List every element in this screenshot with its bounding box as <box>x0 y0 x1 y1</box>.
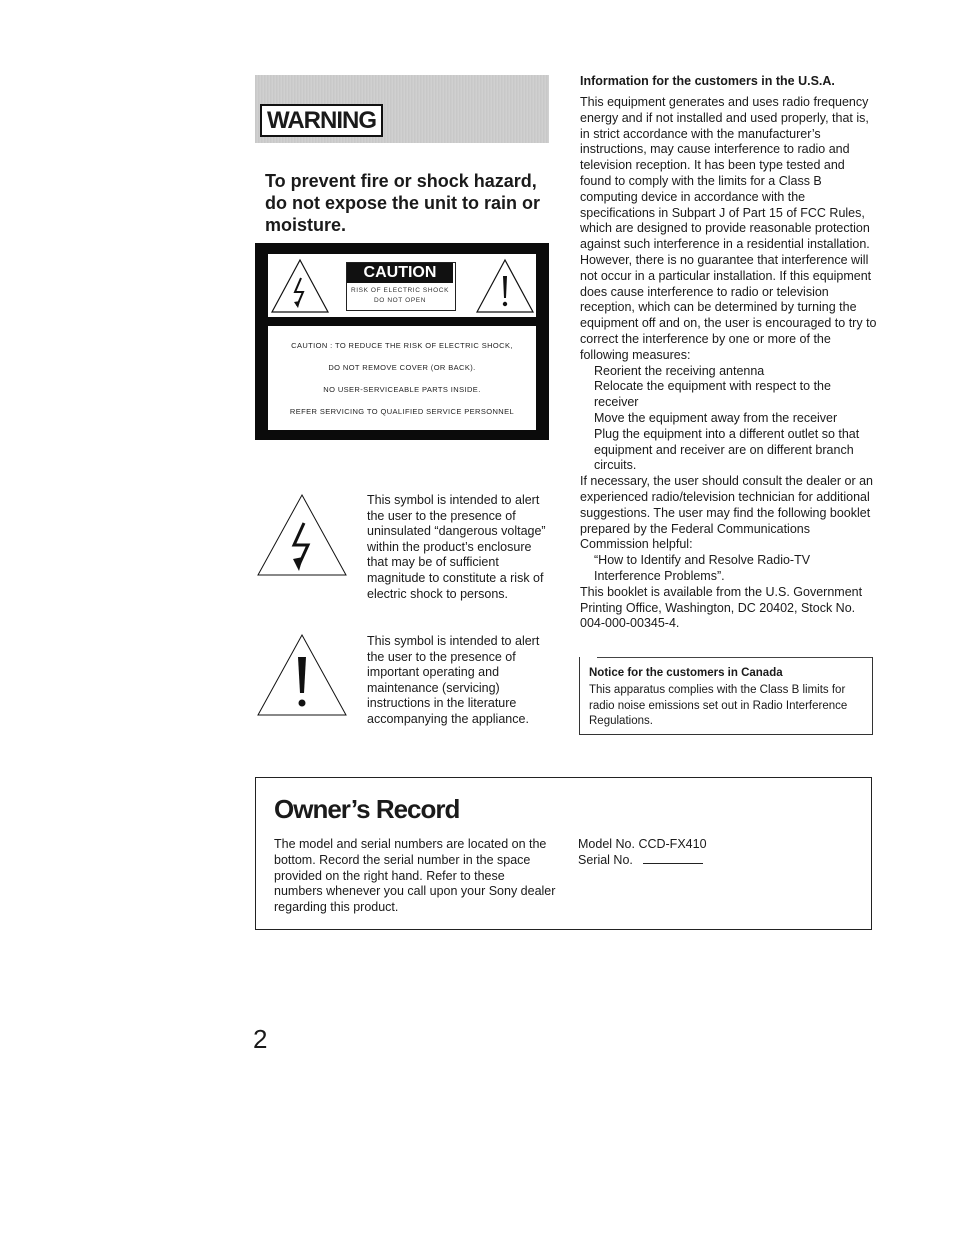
caution-subtext-do-not-open: DO NOT OPEN <box>374 297 426 304</box>
warning-heading: To prevent fire or shock hazard, do not expose the unit to rain or moisture. <box>265 171 541 235</box>
canada-notice-title: Notice for the customers in Canada <box>589 667 783 679</box>
exclamation-warning-icon <box>475 258 535 314</box>
page-number: 2 <box>253 1024 268 1054</box>
caution-subtext-risk: RISK OF ELECTRIC SHOCK <box>350 287 450 294</box>
canada-notice-body: This apparatus complies with the Class B limits for radio noise emissions set out in Radio Interference Regulations. <box>589 684 848 727</box>
caution-title: CAUTION <box>347 263 453 283</box>
usa-measure-4: Plug the equipment into a different outlet so that equipment and receiver are on different branch circuits. <box>594 426 860 473</box>
usa-measure-1: Reorient the receiving antenna <box>594 363 765 378</box>
canada-notice-divider <box>597 657 872 658</box>
lightning-symbol-description: This symbol is intended to alert the user to the presence of uninsulated “dangerous voltage” within the product’s enclosure that may be of sufficient magnitude to constitute a risk of electric shock to persons. <box>367 493 546 601</box>
owners-record-title: Owner’s Record <box>274 794 460 824</box>
usa-info-title: Information for the customers in the U.S.A. <box>580 74 835 88</box>
usa-measure-2: Relocate the equipment with respect to the receiver <box>594 379 831 410</box>
usa-paragraph-3: This booklet is available from the U.S. Government Printing Office, Washington, DC 20402, Stock No. 004-000-00345-4. <box>580 584 863 631</box>
exclamation-symbol-icon <box>256 633 348 717</box>
usa-paragraph-2: If necessary, the user should consult the dealer or an experienced radio/television technician for additional suggestions. The user may find the following booklet prepared by the Federal Communications Commission helpful: <box>580 474 873 552</box>
exclamation-symbol-description: This symbol is intended to alert the user to the presence of important operating and maintenance (servicing) instructions in the literature accompanying the appliance. <box>367 634 540 726</box>
caution-line-1: CAUTION : TO REDUCE THE RISK OF ELECTRIC SHOCK, <box>291 341 513 350</box>
owners-record-body: The model and serial numbers are located on the bottom. Record the serial number in the space provided on the right hand. Refer to these numbers whenever you call upon your Sony dealer regarding this product. <box>274 837 556 915</box>
serial-number-label: Serial No. <box>578 853 633 867</box>
usa-booklet-title: “How to Identify and Resolve Radio-TV Interference Problems”. <box>594 553 811 583</box>
usa-info-body <box>580 95 878 632</box>
serial-number-blank[interactable] <box>643 863 703 864</box>
caution-line-4: REFER SERVICING TO QUALIFIED SERVICE PERSONNEL <box>289 407 515 416</box>
lightning-warning-icon <box>270 258 330 314</box>
usa-paragraph-1: This equipment generates and uses radio frequency energy and if not installed and used properly, that is, in strict accordance with the manufacturer’s instructions, may cause interference to radio and television reception. It has been type tested and found to comply with the limits for a Class B computing device in accordance with the specifications in Subpart J of Part 15 of FCC Rules, which are designed to provide reasonable protection against such interference in a residential installation. However, there is no guarantee that interference will not occur in a particular installation. If this equipment does cause interference to radio or television reception, which can be determined by turning the equipment off and on, the user is encouraged to try to correct the interference by one or more of the following measures: <box>580 95 877 362</box>
caution-line-2: DO NOT REMOVE COVER (OR BACK). <box>328 363 476 372</box>
lightning-symbol-icon <box>256 493 348 577</box>
usa-measure-3: Move the equipment away from the receiver <box>594 410 838 425</box>
model-number: Model No. CCD-FX410 <box>578 837 707 851</box>
warning-label: WARNING <box>260 104 383 137</box>
caution-line-3: NO USER-SERVICEABLE PARTS INSIDE. <box>323 385 481 394</box>
